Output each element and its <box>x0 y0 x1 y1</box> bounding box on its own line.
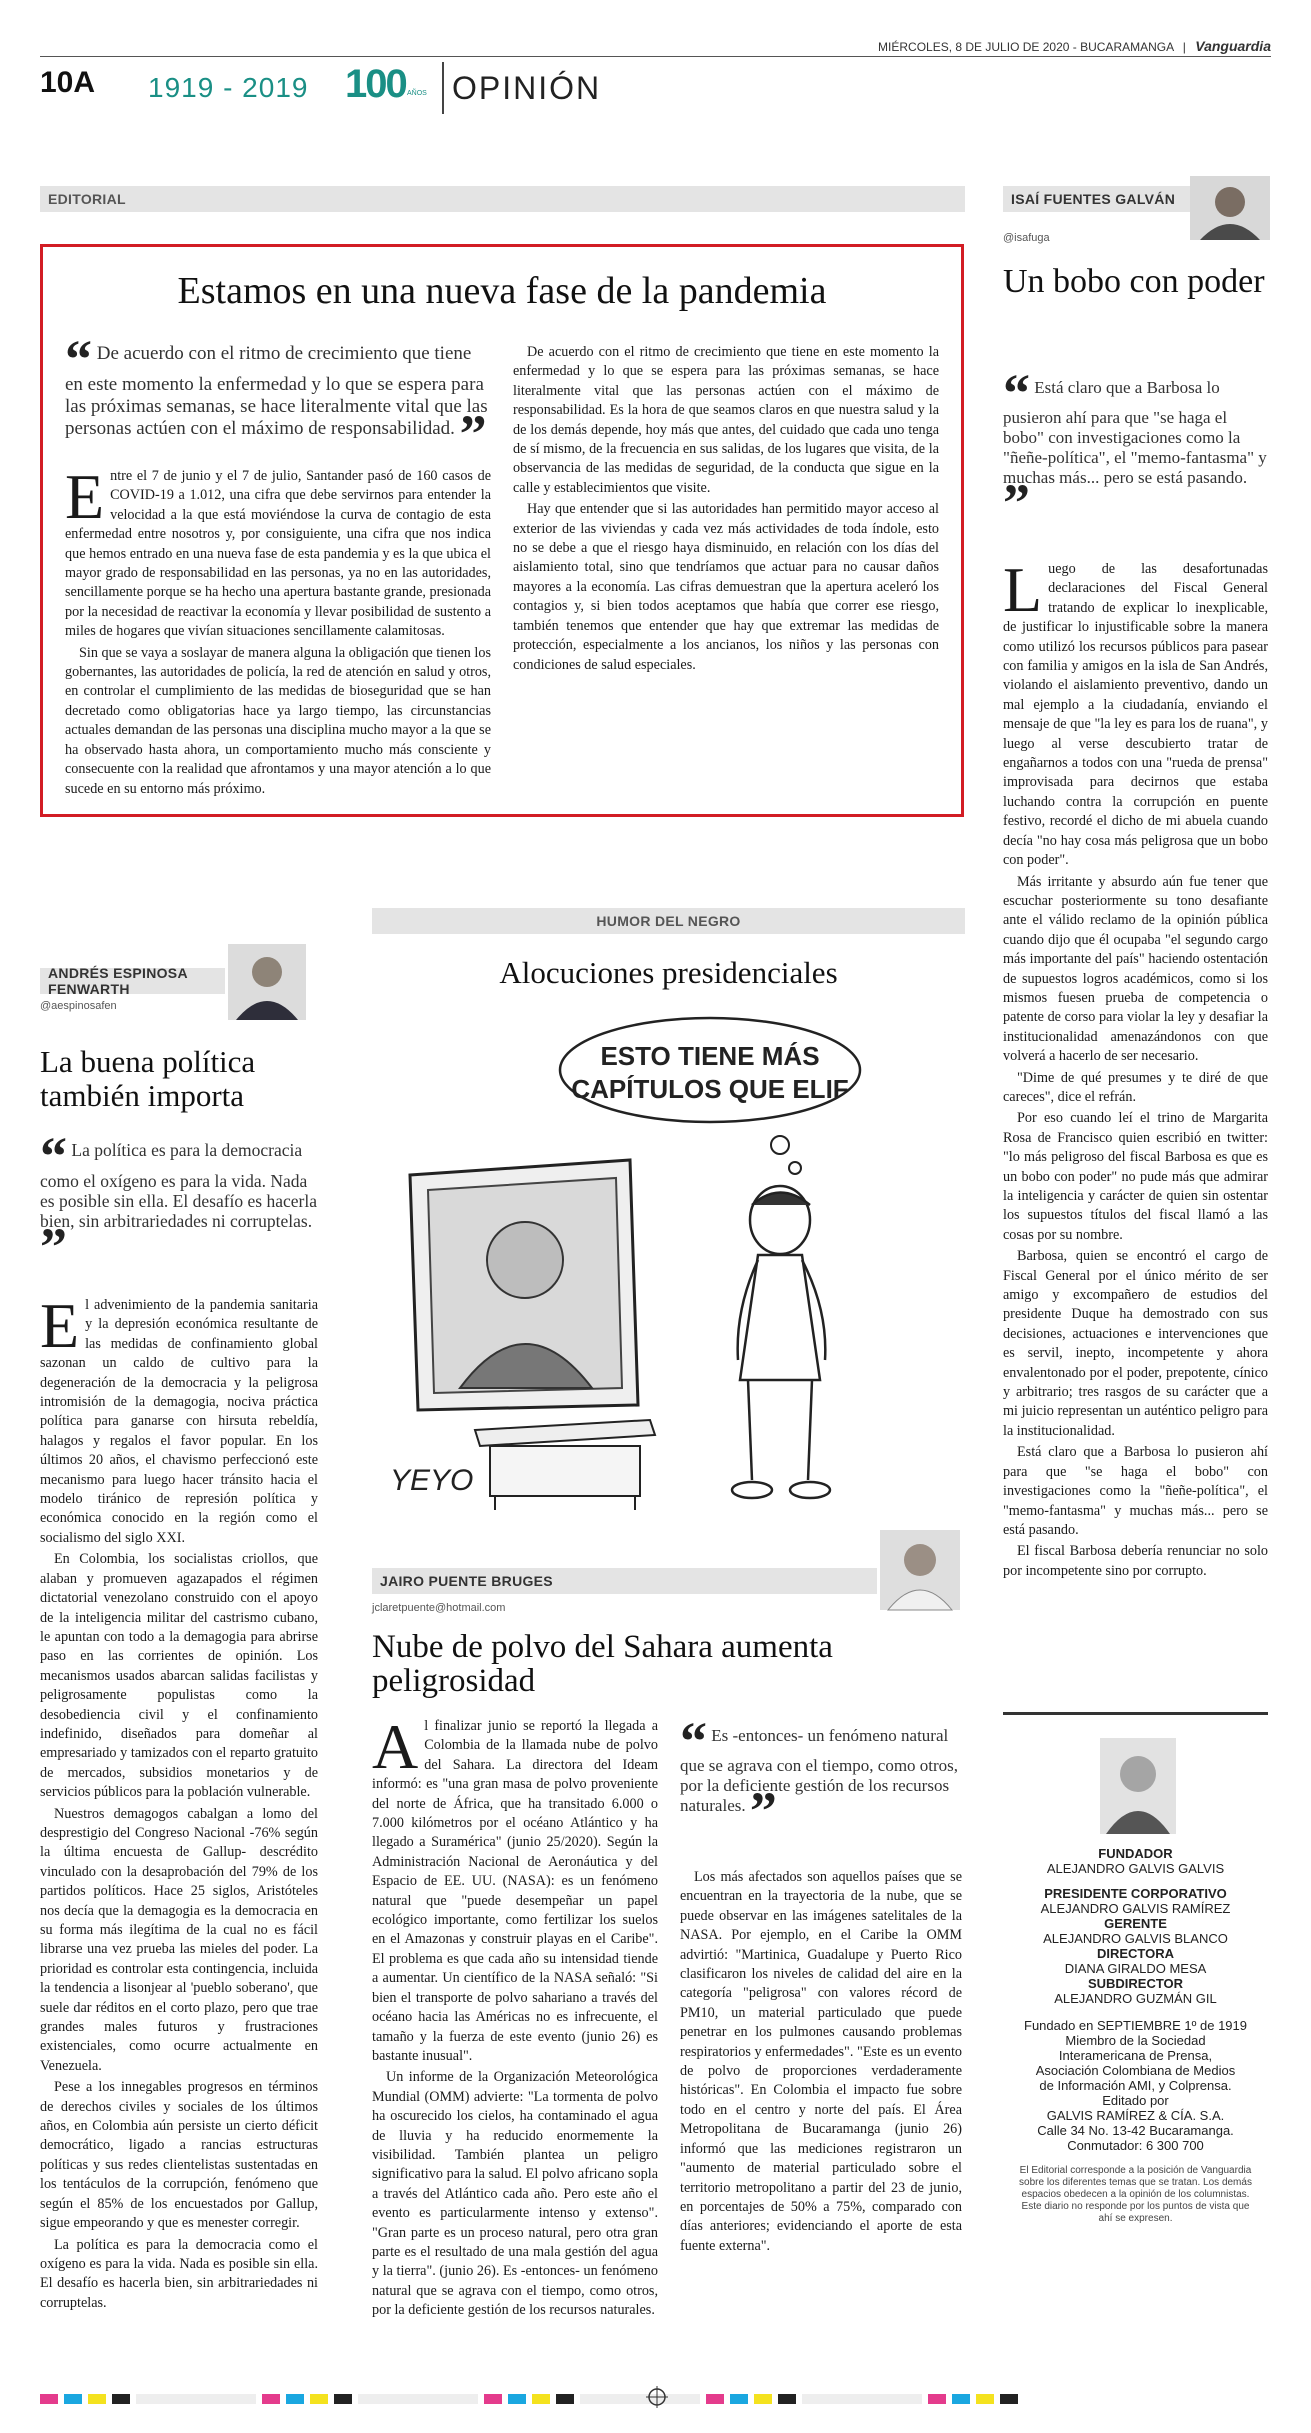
masthead-info-9: Conmutador: 6 300 700 <box>1067 2138 1204 2153</box>
open-quote-icon: “ <box>1003 363 1030 423</box>
andres-author-bar <box>40 965 225 997</box>
editorial-pullquote <box>65 329 491 464</box>
jairo-body-left <box>372 1711 658 2347</box>
editorial-title: Estamos en una nueva fase de la pandemia <box>177 270 827 312</box>
jairo-handle: jclaretpuente@hotmail.com <box>372 1602 506 1614</box>
andres-p2: En Colombia, los socialistas criollos, que alaban y promueven agazapados el régimen dictatorial venezolano construido con el apoyo de la inteligencia militar del castrismo cubano, le apuntan con todo a la demagogia para abrirse paso en las corrientes de opinión. Los mecanismos usados abarcan salidas facilistas y peligrosamente populistas como la desobediencia civil y el confinamiento indefinido, diseñados para domeñar al empresariado y tamizados con el reparto gratuito de mercados, subsidios monetarios y de servicios públicos para la población vulnerable. <box>40 1551 318 1801</box>
isai-title: Un bobo con poder <box>1003 263 1265 300</box>
masthead-info-7: GALVIS RAMÍREZ & CÍA. S.A. <box>1046 2108 1225 2123</box>
masthead-label-director: DIRECTORA <box>1096 1946 1175 1961</box>
jairo-dropcap: A <box>372 1711 419 1782</box>
dateline: MIÉRCOLES, 8 DE JULIO DE 2020 - BUCARAMANGA | Vanguardia <box>878 38 1271 54</box>
masthead-note: El Editorial corresponde a la posición de Vanguardia sobre los diferentes temas que se tratan. Los demás espacios obedecen a la opinión de los columnistas. Este diario no responde por los puntos de vista que ahí se expresen. <box>1019 2165 1252 2224</box>
cartoonist-signature: YEYO <box>390 1464 474 1497</box>
tv-stand <box>475 1420 655 1510</box>
isai-author: ISAÍ FUENTES GALVÁN <box>1011 191 1176 207</box>
editorial-body-right <box>513 343 939 742</box>
masthead-label-president: PRESIDENTE CORPORATIVO <box>1044 1886 1227 1901</box>
editorial-label: EDITORIAL <box>40 186 965 212</box>
humor-label-text: HUMOR DEL NEGRO <box>596 913 741 929</box>
editorial-body-left <box>65 461 491 797</box>
jairo-avatar <box>880 1530 960 1610</box>
andres-avatar <box>228 944 306 1020</box>
andres-p4: Pese a los innegables progresos en términos de derechos civiles y sociales de los últimos años, en Colombia aún persiste un cierto déficit democrático, ligado a rancias estructuras políticas y sus redes clientelistas sustentadas en los tentáculos de la corrupción, fenómeno que según el 85% de los encuestados por Gallup, sigue empeorando y que es menester corregir. <box>40 2079 318 2232</box>
man-figure <box>732 1186 830 1498</box>
masthead-president: ALEJANDRO GALVIS RAMÍREZ <box>1040 1901 1231 1916</box>
dateline-text: MIÉRCOLES, 8 DE JULIO DE 2020 - BUCARAMANGA <box>878 40 1174 54</box>
isai-p2: Más irritante y absurdo aún fue tener que escuchar posteriormente su tono desafiante ante el válido reclamo de la opinión pública cuando dijo que él ocupaba "el segundo cargo más importante del país" haciendo ostentación de supuestos logros académicos, como si los mismos fuesen prueba de competencia o patente de corso para violar la ley y desafiar la institucionalidad amenazándonos con que volverá a hacerlo de ser necesario. <box>1003 873 1268 1065</box>
editorial-p4: Hay que entender que si las autoridades han permitido mayor acceso al exterior de las viviendas y cada vez más actividades de toda índole, esto no se debe a que el riesgo haya disminuido, en relación con los días del aislamiento total, sino que tendríamos que actuar para no causar daños mayores a la economía. Las cifras demuestran que la apertura aceleró los contagios y, si bien todos aceptamos que había que correr ese riesgo, también tenemos que entender que hay que extremar las medidas de protección, especialmente a los ancianos, los niños y las personas con condiciones de salud especiales. <box>513 501 939 673</box>
section-title: OPINIÓN <box>452 70 602 106</box>
brand-name: Vanguardia <box>1195 38 1271 54</box>
jairo-p2: Un informe de la Organización Meteorológica Mundial (OMM) advierte: "La tormenta de polvo ha oscurecido los cielos, ha contaminado el agua de lluvia y ha reducido enormemente la visibilidad. También plantea un peligro significativo para la salud. El polvo africano sopla a través del Atlántico cada año. Pero este año el evento es particularmente intenso y extenso". "Gran parte es un proceso natural, pero otra gran parte es el resultado de una mala gestión del agua y la tierra". (junio 26). Es -entonces- un fenómeno natural que se agrava con el tiempo, como otros, por la deficiente gestión de los recursos naturales. <box>372 2069 658 2319</box>
isai-quote-text: Está claro que a Barbosa lo pusieron ahí para que "se haga el bobo" con investigaciones como la "ñeñe-política", el "memo-fantasma" y muchas más... pero se está pasando. <box>1003 378 1267 487</box>
anniversary-number: 100 <box>345 62 406 106</box>
isai-dropcap: L <box>1003 554 1043 625</box>
open-quote-icon: “ <box>680 1711 707 1771</box>
isai-body <box>1003 554 1268 1680</box>
andres-pullquote <box>40 1126 320 1277</box>
isai-avatar <box>1190 176 1270 240</box>
isai-p3: "Dime de qué presumes y te diré de que careces", dice el refrán. <box>1003 1069 1268 1105</box>
masthead-info-4: Asociación Colombiana de Medios <box>1035 2063 1236 2078</box>
andres-p1: l advenimiento de la pandemia sanitaria y la depresión económica resultante de las medidas de confinamiento global sazonan un caldo de cultivo para la degeneración de la democracia y la peligrosa intromisión de la demagogia, nociva práctica política para ganarse con hirsuta rebeldía, halagos y regalos el favor popular. En los últimos 20 años, el chavismo perfeccionó este mecanismo para luego hacer tránsito hacia el modelo tiránico de represión política y económica conocido en la región como el socialismo del siglo XXI. <box>40 1297 318 1546</box>
andres-p3: Nuestros demagogos cabalgan a lomo del desprestigio del Congreso Nacional -76% según la última encuesta de Gallup- descrédito vinculado con la desaprobación del 79% de los partidos políticos. Hace 25 siglos, Aristóteles nos decía que la demagogia es la democracia en su forma más ilegítima de la cual no es fácil librarse una vez prueba las mieles del poder. La prioridad es controlar esta contingencia, incluida la tendencia a lisonjear al 'pueblo soberano', que suele dar réditos en el corto plazo, pero que trae grandes males futuros y frustraciones existenciales, como ocurre actualmente en Venezuela. <box>40 1805 318 2074</box>
thought-dot <box>771 1136 789 1154</box>
andres-title: La buena política también importa <box>40 1044 256 1113</box>
open-quote-icon: “ <box>40 1126 67 1186</box>
page-number: 10A <box>40 66 96 99</box>
jairo-quote-text: Es -entonces- un fenómeno natural que se agrava con el tiempo, como otros, por la deficiente gestión de los recursos naturales. <box>680 1726 959 1815</box>
masthead-info-3: Interamericana de Prensa, <box>1058 2048 1213 2063</box>
editorial-dropcap: E <box>65 461 105 532</box>
andres-dropcap: E <box>40 1290 80 1361</box>
thought-dot <box>789 1162 801 1174</box>
editorial-p1: ntre el 7 de junio y el 7 de julio, Santander pasó de 160 casos de COVID-19 a 1.012, una cifra que debe servirnos para entender la velocidad a la que está moviéndose la curva de contagio de esta enfermedad entre nosotros y, por consiguiente, una cifra que nos indica que hemos entrado en una nueva fase de esta pandemia y es la que ubica el mayor grado de responsabilidad en las personas, ya no en las autoridades, sencillamente porque se ha hecho una apertura bastante grande, presionada por la necesidad de reactivar la economía y llevar posibilidad de sustento a miles de hogares que vivían situaciones sencillamente calamitosas. <box>65 468 491 640</box>
open-quote-icon: “ <box>65 329 92 389</box>
isai-author-bar <box>1003 186 1193 212</box>
editorial-quote-text: De acuerdo con el ritmo de crecimiento que tiene en este momento la enfermedad y lo que se espera para las próximas semanas, se hace literalmente vital que las personas actúen con el máximo de responsabilidad. <box>65 343 488 439</box>
masthead-info-6: Editado por <box>1102 2093 1169 2108</box>
bubble-line-1: ESTO TIENE MÁS <box>600 1041 820 1071</box>
jairo-author-bar <box>372 1568 877 1594</box>
isai-p6: Está claro que a Barbosa lo pusieron ahí para que "se haga el bobo" con investigaciones como la "ñeñe-política", el "memo-fantasma" y muchas más... pero se está pasando. <box>1003 1444 1268 1538</box>
masthead-subdirector: ALEJANDRO GUZMÁN GIL <box>1054 1991 1217 2006</box>
masthead-info-5: de Información AMI, y Colprensa. <box>1039 2078 1232 2093</box>
masthead-label-founder: FUNDADOR <box>1098 1846 1173 1861</box>
masthead-manager: ALEJANDRO GALVIS BLANCO <box>1043 1931 1228 1946</box>
cartoon <box>380 1010 960 1520</box>
header-rule <box>40 56 1271 57</box>
jairo-title: Nube de polvo del Sahara aumenta peligrosidad <box>372 1629 833 1699</box>
bubble-line-2: CAPÍTULOS QUE ELIF <box>571 1074 849 1104</box>
masthead-info-1: Fundado en SEPTIEMBRE 1º de 1919 <box>1024 2018 1247 2033</box>
years-label: 1919 - 2019 <box>148 72 309 103</box>
masthead-label-manager: GERENTE <box>1104 1916 1167 1931</box>
jairo-p3: Los más afectados son aquellos países que se encuentran en la trayectoria de la nube, que se puede observar en las imágenes satelitales de la NASA. Por ejemplo, en el Caribe la OMM advirtió: "Martinica, Guadalupe y Puerto Rico clasificaron los niveles de calidad del aire en la categoría "peligrosa" con valores récord de PM10, un material particulado que puede penetrar en los pulmones causando problemas respiratorios y enfermedades". "Este es un evento de polvo de proporciones verdaderamente históricas". En Colombia el impacto fue sobre todo en el centro y norte del país. El Área Metropolitana de Bucaramanga (junio 26) informó que las mediciones registraron un "aumento de material particulado sobre el territorio metropolitano a partir del 23 de junio, en porcentajes de 50% a 75%, comparado con días anteriores; evidenciando el aporte de esta fuente externa". <box>680 1869 962 2254</box>
registration-mark-icon <box>646 2386 668 2408</box>
editorial-p2: Sin que se vaya a soslayar de manera alguna la obligación que tienen los gobernantes, las autoridades de policía, la red de atención en salud y otros, en controlar el cumplimiento de las medidas de bioseguridad que se han decretado como obligatorias hace ya largo tiempo, las circunstancias actuales demandan de las personas una disciplina mucho mayor a la que se ha observado hasta ahora, un comportamiento mucho más consciente y consecuente con la realidad que afrontamos y una mayor atención a lo que sucede en su entorno más próximo. <box>65 644 491 797</box>
masthead-info-8: Calle 34 No. 13-42 Bucaramanga. <box>1037 2123 1234 2138</box>
andres-p5: La política es para la democracia como el oxígeno es para la vida. Nada es posible sin ella. El desafío es hacerla bien, sin arbitrariedades ni corruptelas. <box>40 2236 318 2311</box>
isai-p1: uego de las desafortunadas declaraciones del Fiscal General tratando de explicar lo inexplicable, de justificar lo injustificable sobre la manera como utilizó los recursos públicos para pasear con familia y amigos en la isla de San Andrés, violando el aislamiento preventivo, dando un mal ejemplo a la ciudadanía, enviando el mensaje de que "la ley es para los de ruana", y luego al verse descubierto tratar de engañarnos a todos con una "rueda de prensa" improvisada para decirnos que estaba luchando contra la corrupción en puente festivo, recordé el dicho de mi abuela cuando decía "no hay cosa más peligrosa que un bobo con poder". <box>1003 561 1268 869</box>
isai-p5: Barbosa, quien se encontró el cargo de Fiscal General por el único mérito de ser amigo y excompañero de estudios del presidente Duque ha demostrado con sus decisiones, actuaciones e intervenciones que es servil, inepto, incompetente y ahora envalentonado por el poder, prepotente, cínico y arbitrario; tres rasgos de su carácter que a mi juicio representan un auténtico peligro para la institucionalidad. <box>1003 1248 1268 1439</box>
jairo-author: JAIRO PUENTE BRUGES <box>380 1573 553 1589</box>
editorial-p3: De acuerdo con el ritmo de crecimiento que tiene en este momento la enfermedad y lo que se espera para las próximas semanas, se hace literalmente vital que las personas actúen con el máximo de responsabilidad. Es la hora de que seamos claros en que nuestra salud y la de los demás depende, hoy más que antes, del cuidado que cada uno tenga de sí mismo, de la frecuencia en sus salidas, de los lugares que visita, de la observancia de las medidas de seguridad, de la conducta que sigue en la calle y establecimientos que visite. <box>513 344 939 496</box>
masthead-info-2: Miembro de la Sociedad <box>1065 2033 1206 2048</box>
close-quote-icon: ” <box>1003 473 1030 533</box>
founder-portrait <box>1100 1738 1176 1834</box>
jairo-pullquote <box>680 1711 960 1841</box>
tv-screen <box>410 1160 638 1410</box>
cartoon-title: Alocuciones presidenciales <box>499 955 838 990</box>
anniversary-logo <box>345 62 435 110</box>
jairo-p1: l finalizar junio se reportó la llegada a Colombia de la llamada nube de polvo del Sahara. La directora del Ideam informó: es "una gran masa de polvo proveniente del norte de África, que ha transitado 6.000 o 7.000 kilómetros por el océano Atlántico y ha llegado a Suramérica" (junio 25/2020). Según la Administración Nacional de Aeronáutica y del Espacio de EE. UU. (NASA): es un fenómeno natural que "puede desempeñar un papel ecológico importante, como fertilizar los suelos en el Amazonas y construir playas en el Caribe". El problema es que cada año su intensidad tiende a aumentar. Un científico de la NASA señaló: "Si bien el transporte de polvo sahariano a través del océano hacia las Américas no es infrecuente, el tamaño y la fuerza de este evento (junio 26) es bastante inusual". <box>372 1718 658 2064</box>
close-quote-icon: ” <box>749 1781 777 1841</box>
isai-p4: Por eso cuando leí el trino de Margarita Rosa de Francisco quien escribió en twitter: "lo más peligroso del fiscal Barbosa es que es un bobo con poder" no pude más que admirar la inteligencia y carácter de quien sin ostentar los supuestos títulos del fiscal llamó a las cosas por su nombre. <box>1003 1110 1268 1243</box>
andres-author: ANDRÉS ESPINOSA FENWARTH <box>48 965 188 997</box>
humor-label <box>372 908 965 934</box>
masthead-label-subdirector: SUBDIRECTOR <box>1087 1976 1184 1991</box>
isai-pullquote <box>1003 363 1268 533</box>
cartoon-drawing <box>380 1010 960 1520</box>
close-quote-icon: ” <box>40 1217 67 1277</box>
andres-handle: @aespinosafen <box>40 1000 117 1012</box>
andres-quote-text: La política es para la democracia como el oxígeno es para la vida. Nada es posible sin ella. El desafío es hacerla bien, sin arbitrariedades ni corruptelas. <box>40 1140 317 1231</box>
masthead <box>1003 1846 1268 2225</box>
header-divider <box>442 62 444 114</box>
jairo-body-right <box>680 1868 962 2346</box>
masthead-director: DIANA GIRALDO MESA <box>1064 1961 1207 1976</box>
isai-handle: @isafuga <box>1003 232 1050 244</box>
close-quote-icon: ” <box>459 404 487 464</box>
anniversary-word: AÑOS <box>407 90 427 97</box>
editorial-box <box>40 244 964 817</box>
masthead-rule <box>1003 1712 1268 1715</box>
andres-body <box>40 1290 318 2336</box>
isai-p7: El fiscal Barbosa debería renunciar no solo por incompetente sino por corrupto. <box>1003 1543 1268 1579</box>
masthead-founder: ALEJANDRO GALVIS GALVIS <box>1046 1861 1225 1876</box>
